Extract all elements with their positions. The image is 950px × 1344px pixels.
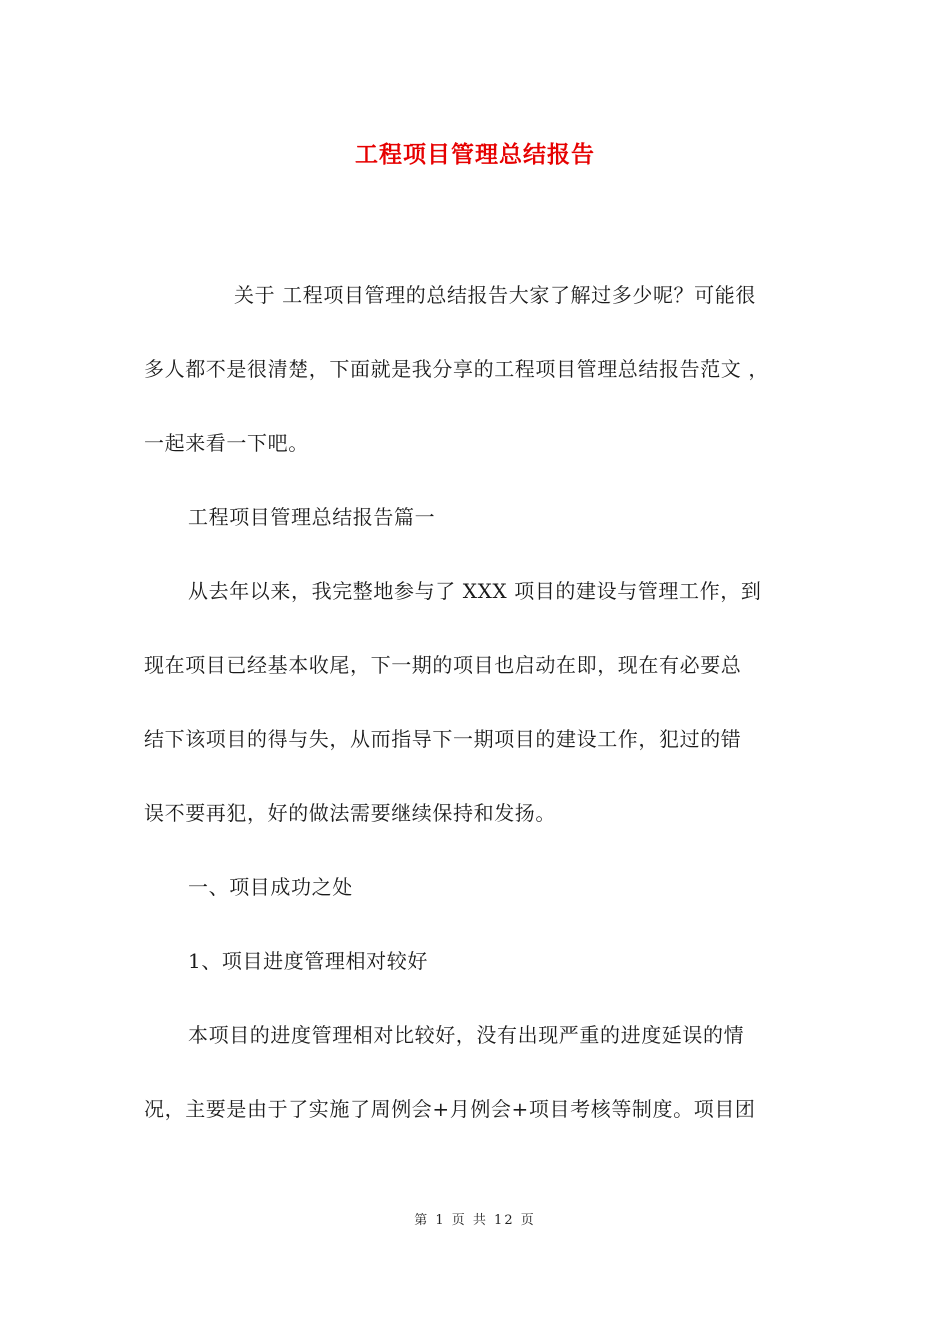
paragraph-line: 结下该项目的得与失，从而指导下一期项目的建设工作，犯过的错 — [144, 727, 742, 751]
paragraph-line: 现在项目已经基本收尾，下一期的项目也启动在即，现在有必要总 — [144, 653, 742, 677]
subsection-heading: 1、项目进度管理相对较好 — [188, 949, 428, 973]
section-heading: 一、项目成功之处 — [188, 875, 353, 899]
paragraph-line: 误不要再犯，好的做法需要继续保持和发扬。 — [144, 801, 556, 825]
section-heading: 工程项目管理总结报告篇一 — [188, 505, 436, 529]
paragraph-line: 关于 工程项目管理的总结报告大家了解过多少呢？可能很 — [234, 283, 756, 307]
page-footer: 第 1 页 共 12 页 — [414, 1213, 536, 1228]
paragraph-line: 况，主要是由于了实施了周例会+月例会+项目考核等制度。项目团 — [144, 1097, 756, 1121]
paragraph-line: 从去年以来，我完整地参与了 XXX 项目的建设与管理工作，到 — [188, 579, 762, 603]
document-title: 工程项目管理总结报告 — [355, 141, 595, 168]
paragraph-line: 一起来看一下吧。 — [144, 431, 309, 455]
paragraph-line: 本项目的进度管理相对比较好，没有出现严重的进度延误的情 — [188, 1023, 745, 1047]
paragraph-line: 多人都不是很清楚，下面就是我分享的工程项目管理总结报告范文 ， — [144, 357, 769, 381]
